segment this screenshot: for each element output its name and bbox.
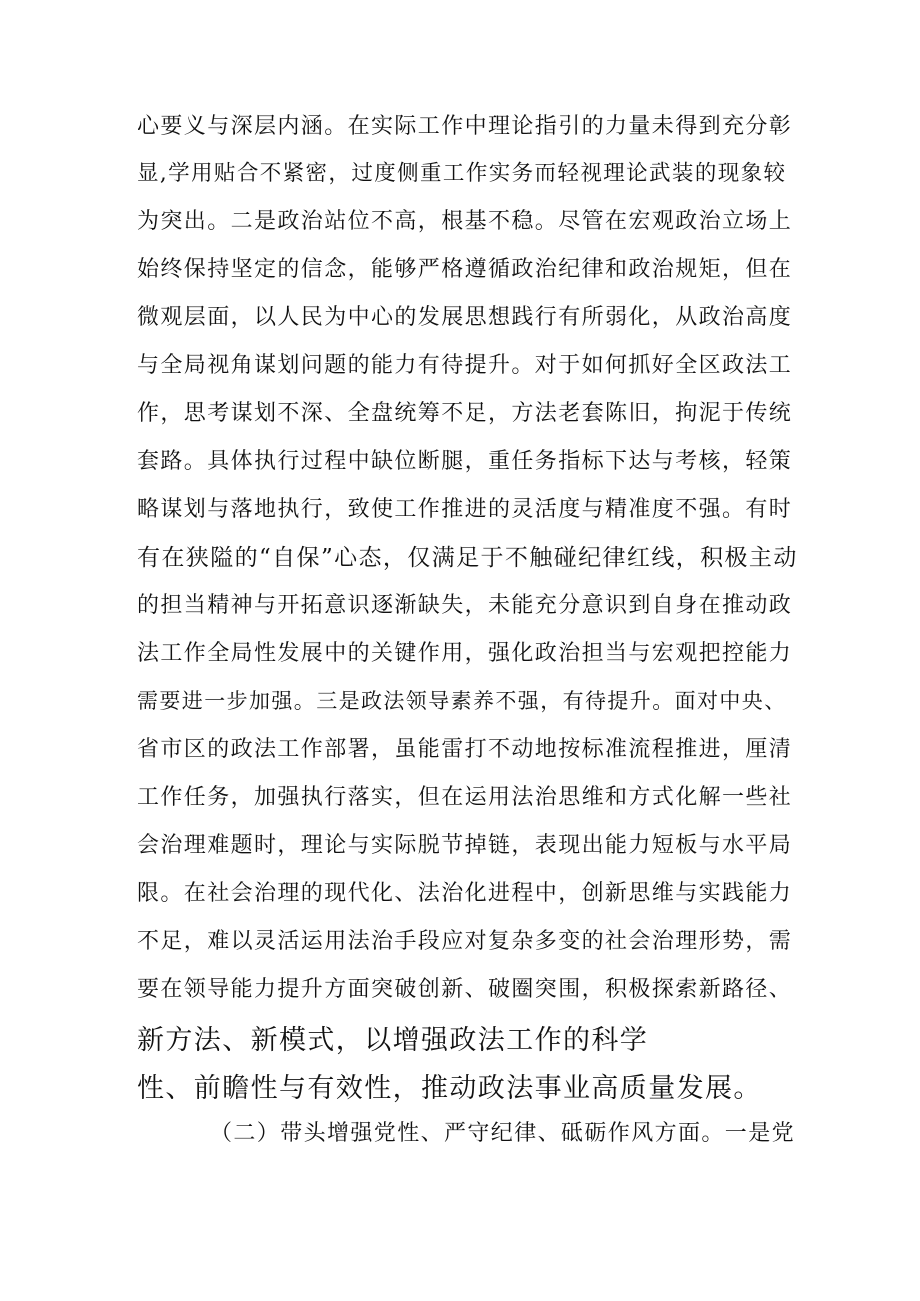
body-text-line: 性、前瞻性与有效性，推动政法事业高质量发展。	[137, 1073, 762, 1104]
body-text-line: 微观层面，以人民为中心的发展思想践行有所弱化，从政治高度	[137, 305, 793, 330]
body-text-line: 法工作全局性发展中的关键作用，强化政治担当与宏观把控能力	[137, 641, 793, 666]
body-text-line: 工作任务，加强执行落实，但在运用法治思维和方式化解一些社	[137, 785, 793, 810]
body-text-line: 会治理难题时，理论与实际脱节掉链，表现出能力短板与水平局	[137, 833, 793, 858]
body-text-line: 有在狭隘的“自保”心态，仅满足于不触碰纪律红线，积极主动	[137, 545, 798, 571]
body-text-line: 要在领导能力提升方面突破创新、破圈突围，积极探索新路径、	[137, 977, 793, 1002]
body-text-line: 限。在社会治理的现代化、法治化进程中，创新思维与实践能力	[137, 881, 793, 906]
body-text-line: 略谋划与落地执行，致使工作推进的灵活度与精准度不强。有时	[137, 497, 793, 522]
body-text-line: 心要义与深层内涵。在实际工作中理论指引的力量未得到充分彰	[137, 114, 793, 139]
body-text-line: 作，思考谋划不深、全盘统筹不足，方法老套陈旧，拘泥于传统	[137, 401, 793, 426]
body-text-line: 省市区的政法工作部署，虽能雷打不动地按标准流程推进，厘清	[137, 737, 793, 762]
body-text-line: 与全局视角谋划问题的能力有待提升。对于如何抓好全区政法工	[137, 353, 793, 378]
body-text-line: 始终保持坚定的信念，能够严格遵循政治纪律和政治规矩，但在	[137, 257, 793, 282]
body-text-line: 显,学用贴合不紧密，过度侧重工作实务而轻视理论武装的现象较	[137, 161, 787, 186]
body-text-line: 为突出。二是政治站位不高，根基不稳。尽管在宏观政治立场上	[137, 209, 793, 234]
body-text-line: 需要进一步加强。三是政法领导素养不强，有待提升。面对中央、	[137, 689, 787, 713]
body-text-line: 不足，难以灵活运用法治手段应对复杂多变的社会治理形势，需	[137, 929, 793, 954]
body-text-line: 套路。具体执行过程中缺位断腿，重任务指标下达与考核，轻策	[137, 449, 793, 474]
body-text-line: 新方法、新模式，以增强政法工作的科学	[137, 1025, 649, 1056]
section-heading-line: （二）带头增强党性、严守纪律、砥砺作风方面。一是党	[210, 1121, 796, 1146]
body-text-line: 的担当精神与开拓意识逐渐缺失，未能充分意识到自身在推动政	[137, 593, 793, 618]
